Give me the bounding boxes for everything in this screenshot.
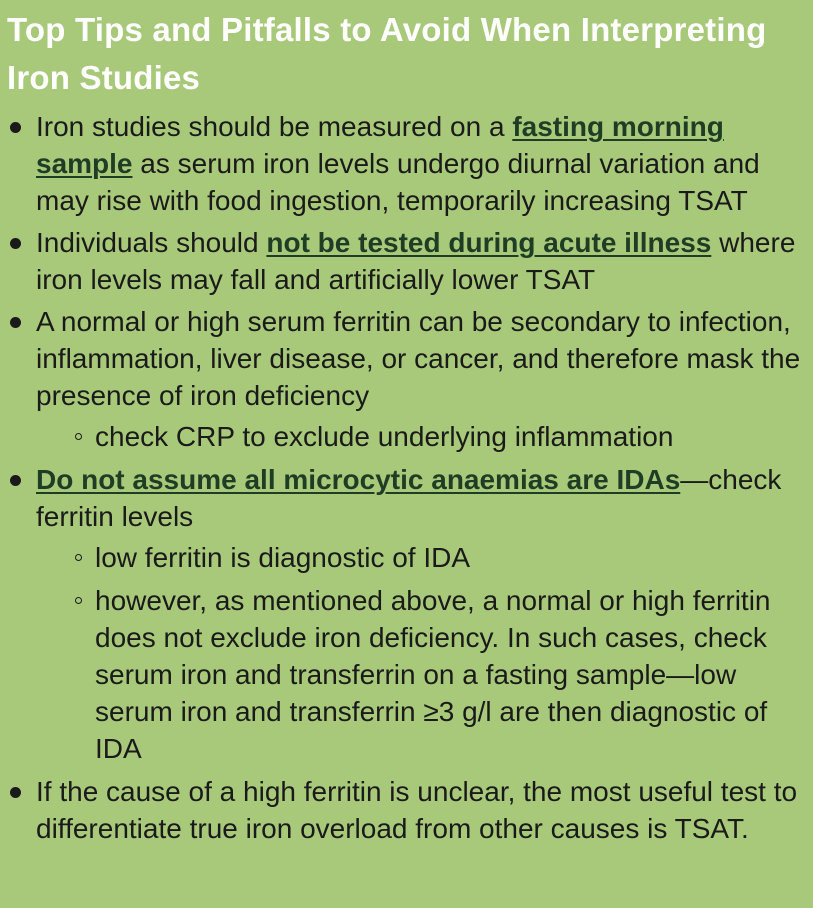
sub-list-item: check CRP to exclude underlying inflammation [36,418,807,455]
box-title: Top Tips and Pitfalls to Avoid When Interpreting Iron Studies [7,11,767,96]
list-item [7,224,807,298]
item-text: —check ferritin levels [36,464,782,532]
list-item [7,773,807,847]
sub-list-item: low ferritin is diagnostic of IDA [36,539,807,576]
item-text: as serum iron levels undergo diurnal variation and may rise with food ingestion, temporarily increasing TSAT [36,148,760,216]
list-item [7,108,807,219]
item-text: If the cause of a high ferritin is unclear, the most useful test to differentiate true iron overload from other causes is TSAT. [36,776,798,844]
item-emphasis: not be tested during acute illness [266,227,712,258]
list-item [7,303,807,455]
sub-list [36,539,807,767]
item-text: Iron studies should be measured on a [36,111,513,142]
item-text: Individuals should [36,227,267,258]
item-text: A normal or high serum ferritin can be secondary to infection, inflammation, liver disease, or cancer, and therefore mask the presence of iron deficiency [36,306,801,411]
item-text: where iron levels may fall and artificially lower TSAT [36,227,796,295]
list-item [7,461,807,767]
sub-list [36,418,807,455]
item-emphasis: Do not assume all microcytic anaemias are IDAs [36,464,681,495]
tips-list [7,108,807,847]
item-emphasis: fasting morning sample [36,111,724,179]
sub-list-item: however, as mentioned above, a normal or high ferritin does not exclude iron deficiency. In such cases, check serum iron and transferrin on a fasting sample—low serum iron and transferrin ≥3 g/l are then diagnostic of IDA [36,582,807,767]
